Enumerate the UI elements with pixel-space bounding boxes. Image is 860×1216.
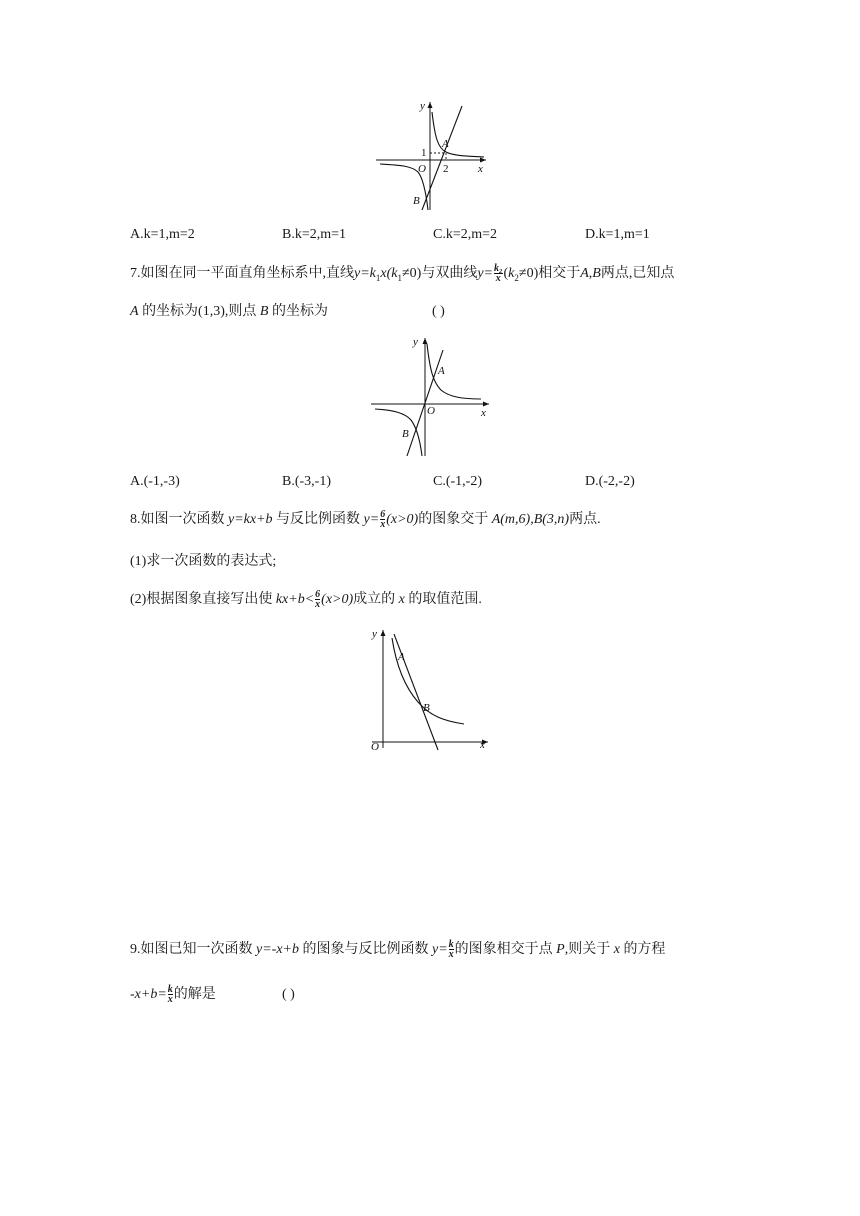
q7-fig-point-b: B	[402, 428, 409, 440]
q8-part2: (2)根据图象直接写出使 kx+b< $\frac{6}{x}$ (x>0)成立的 x 的取值范围.	[130, 589, 482, 611]
q7-option-d[interactable]: D.(-2,-2)	[585, 474, 635, 489]
q9-line2-fraction: $\frac{k}{x}$	[167, 984, 173, 1006]
q8-fig-point-a: A	[398, 651, 405, 663]
q6-fig-two-label: 2	[443, 163, 449, 175]
q7-option-c[interactable]: C.(-1,-2)	[433, 474, 482, 489]
q8-fig-x-label: x	[480, 739, 485, 751]
q7-fig-y-label: y	[413, 336, 418, 348]
q7-option-a[interactable]: A.(-1,-3)	[130, 474, 180, 489]
q8-fig-origin-label: O	[371, 741, 379, 753]
q6-fig-x-label: x	[478, 163, 483, 175]
q6-fig-origin-label: O	[418, 163, 426, 175]
q7-fig-point-a: A	[438, 365, 445, 377]
q7-fraction: $\frac{\text{k₂}}{x}$	[494, 263, 503, 285]
q6-figure	[372, 98, 492, 214]
q7-figure	[369, 334, 493, 458]
q9-answer-bracket[interactable]: ( )	[282, 987, 295, 1002]
q9-fraction: $\frac{k}{x}$	[448, 939, 454, 961]
q8-part1: (1)求一次函数的表达式;	[130, 554, 277, 569]
q6-fig-point-b: B	[413, 195, 420, 207]
q9-stem-line1: 9.如图已知一次函数 y=-x+b 的图象与反比例函数 y= $\frac{k}{x}$ 的图象相交于点 P,则关于 x 的方程	[130, 939, 666, 961]
q7-stem-line2: A 的坐标为(1,3),则点 B 的坐标为	[130, 304, 328, 319]
q6-fig-one-label: 1	[421, 147, 427, 159]
q8-figure	[368, 624, 492, 752]
q6-option-a[interactable]: A.k=1,m=2	[130, 227, 195, 242]
q8-stem-line1: 8.如图一次函数 y=kx+b 与反比例函数 y= $\frac{6}{x}$ (x>0)的图象交于 A(m,6),B(3,n)两点.	[130, 509, 601, 531]
q7-stem-line1: 7.如图在同一平面直角坐标系中,直线$y=k_1x(k_1\ne 0)$与双曲线y= $\frac{\text{k₂}}{x}$ $(k_2\ne 0)$相交于A,B两点,已知点	[130, 263, 675, 285]
q8-fig-point-b: B	[423, 702, 430, 714]
q8-fraction: $\frac{6}{x}$	[380, 509, 386, 531]
q7-answer-bracket[interactable]: ( )	[432, 304, 445, 319]
q7-fig-x-label: x	[481, 407, 486, 419]
q8-fig-y-label: y	[372, 628, 377, 640]
q7-fig-origin-label: O	[427, 405, 435, 417]
q9-stem-line2: -x+b= $\frac{k}{x}$ 的解是	[130, 984, 216, 1006]
q6-fig-point-a: A	[442, 138, 449, 150]
q6-fig-y-label: y	[420, 100, 425, 112]
q6-option-b[interactable]: B.k=2,m=1	[282, 227, 347, 242]
q6-option-d[interactable]: D.k=1,m=1	[585, 227, 650, 242]
q7-option-b[interactable]: B.(-3,-1)	[282, 474, 331, 489]
q6-option-c[interactable]: C.k=2,m=2	[433, 227, 498, 242]
q8-part2-fraction: $\frac{6}{x}$	[315, 589, 321, 611]
